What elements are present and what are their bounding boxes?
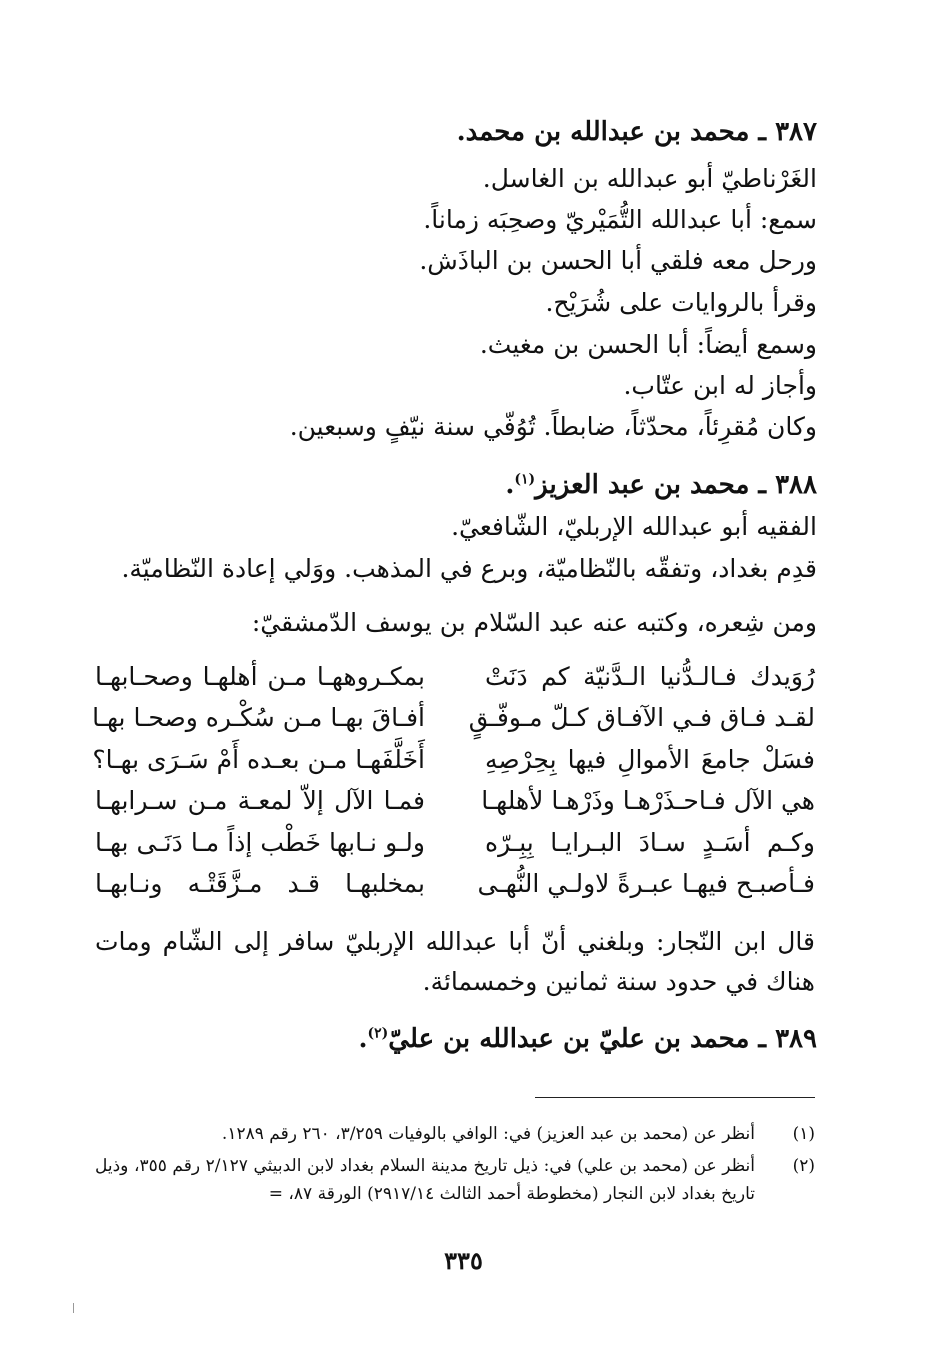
poem-verse xyxy=(92,740,815,780)
poem-hemistich-first: رُوَيدك فـالـدُّنيا الـدَّنيّة كم دَنَتْ xyxy=(485,662,815,691)
entry-389-heading xyxy=(358,1022,817,1056)
entry-388-line: الفقيه أبو عبدالله الإربليّ، الشّافعيّ. xyxy=(451,512,817,541)
entry-388-heading-text: ٣٨٨ ـ محمد بن عبد العزيز xyxy=(535,470,817,500)
footnote-text: أنظر عن (محمد بن علي) في: ذيل تاريخ مدينة السلام بغداد لابن الدبيثي ٢/١٢٧ رقم ٣٥٥، وذيل تاريخ بغداد لابن النجار (مخطوطة أحمد الثالث ٢٩١٧/١٤) الورقة ٨٧، = xyxy=(95,1156,755,1204)
entry-387-line: سمع: أبا عبدالله التُّمَيْريّ وصحِبَه زماناً. xyxy=(423,205,817,234)
entry-387-line: وقرأ بالروايات على شُرَيْح. xyxy=(545,288,817,317)
footnote-2 xyxy=(95,1152,815,1212)
poem-hemistich-second: أَخَلَّفَهـا مـن بعـده أَمْ سَـرَى بهـا؟ xyxy=(92,745,425,774)
poem-hemistich-first: لقـد فـاق فـي الآفـاق كـلّ مـوفّـقٍ xyxy=(468,703,815,732)
poem-hemistich-first: وكـم أسَـدٍ سـادَ البـرايـا بِبِـرّه xyxy=(485,828,815,857)
entry-389-heading-end: . xyxy=(358,1024,368,1054)
entry-388-heading xyxy=(505,468,817,502)
poem-verse xyxy=(95,781,815,821)
poem-hemistich-first: فسَلْ جامعَ الأموالِ فيها بِحِرْصِهِ xyxy=(485,745,815,774)
scan-mark xyxy=(73,1303,74,1313)
entry-388-heading-end: . xyxy=(505,470,515,500)
entry-389-heading-text: ٣٨٩ ـ محمد بن عليّ بن عبدالله بن عليّ xyxy=(388,1024,817,1054)
entry-387-line: وسمع أيضاً: أبا الحسن بن مغيث. xyxy=(479,330,817,359)
poem-verse xyxy=(95,657,815,697)
footnote-ref-1: (١) xyxy=(514,471,536,488)
entry-387-line: ورحل معه فلقي أبا الحسن بن الباذَش. xyxy=(419,246,817,275)
poem-verse xyxy=(95,864,815,904)
entry-387-line: وكان مُقرِئاً، محدّثاً، ضابطاً. تُوُفّي سنة نيّفٍ وسبعين. xyxy=(289,412,817,441)
poem-hemistich-second: فمـا الآل إلاّ لمعـة مـن سـرابهـا xyxy=(95,786,425,815)
footnote-1 xyxy=(95,1120,815,1148)
poem-verse xyxy=(92,698,815,738)
entry-388-line: ومن شِعره، وكتبه عنه عبد السّلام بن يوسف الدّمشقيّ: xyxy=(251,608,817,637)
entry-387-line: وأجاز له ابن عتّاب. xyxy=(623,371,817,400)
page-number: ٣٣٥ xyxy=(444,1246,483,1275)
closing-paragraph: قال ابن النّجار: وبلغني أنّ أبا عبدالله الإربليّ سافر إلى الشّام ومات هناك في حدود سنة ثمانين وخمسمائة. xyxy=(95,927,815,996)
poem-hemistich-first: هي الآل فـاحـذَرْهـا وذَرْهـا لأهلهـا xyxy=(481,786,815,815)
poem-verse xyxy=(95,823,815,863)
poem-hemistich-second: بمكـروههـا مـن أهلهـا وصحـابهـا xyxy=(95,662,425,691)
poem-hemistich-second: أفـاقَ بهـا مـن سُكْـره وصحـا بهـا xyxy=(92,703,425,732)
footnote-number: (٢) xyxy=(792,1156,815,1176)
footnote-separator xyxy=(535,1097,815,1098)
poem-hemistich-first: فـأصبـح فيهـا عبـرةً لاولـي النُّهـى xyxy=(477,869,815,898)
poem-hemistich-second: ولـو نـابها خَطْب إذاً مـا دَنَـى بهـا xyxy=(95,828,425,857)
entry-388-line: قدِم بغداد، وتفقّه بالنّظاميّة، وبرع في المذهب. ووَلي إعادة النّظاميّة. xyxy=(121,554,817,583)
footnote-ref-2: (٢) xyxy=(367,1025,389,1042)
entry-387-heading: ٣٨٧ ـ محمد بن عبدالله بن محمد. xyxy=(456,117,817,147)
footnote-number: (١) xyxy=(792,1124,815,1144)
entry-387-line: الغَرْناطيّ أبو عبدالله بن الغاسل. xyxy=(482,164,817,193)
poem-hemistich-second: بمخلبهـا قـد مـزَّقَتْـه ونـابهـا xyxy=(95,869,425,898)
footnote-text: أنظر عن (محمد بن عبد العزيز) في: الوافي بالوفيات ٣/٢٥٩، ٢٦٠ رقم ١٢٨٩. xyxy=(221,1124,755,1144)
